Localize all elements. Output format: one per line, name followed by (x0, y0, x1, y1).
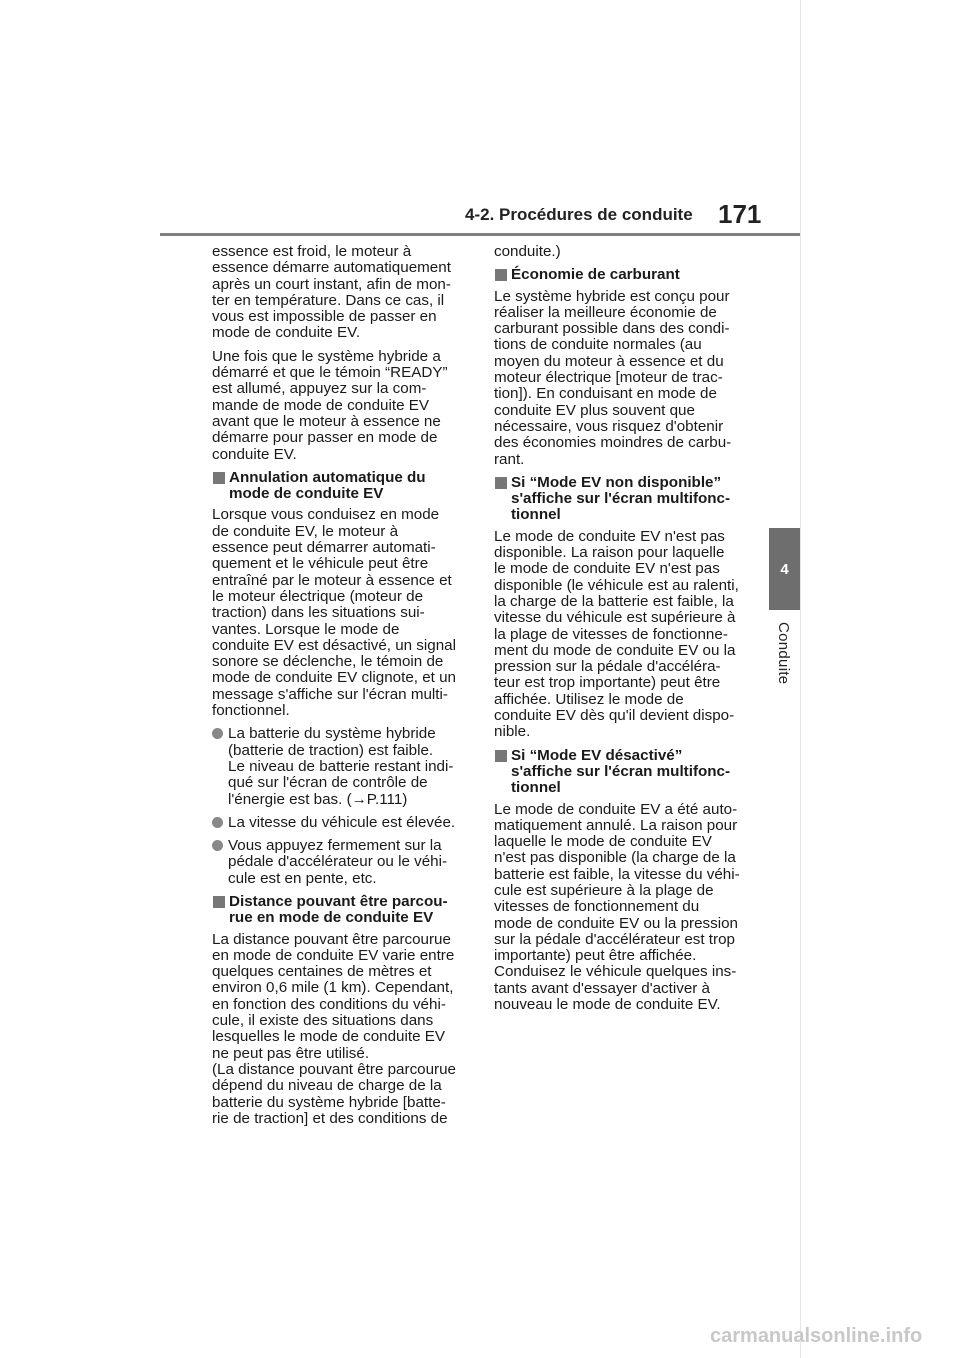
section-heading (212, 894, 470, 927)
header-divider (160, 233, 800, 236)
section-heading-text: Si “Mode EV désactivé” s'affiche sur l'écran multifonc- tionnel (511, 746, 731, 797)
list-item (212, 838, 470, 887)
chapter-label: Conduite (775, 622, 792, 685)
paragraph: conduite.) (494, 243, 561, 260)
round-bullet-icon (212, 817, 223, 828)
round-bullet-icon (212, 840, 223, 851)
list-item-text: La batterie du système hybride (batterie de traction) est faible. Le niveau de batterie restant indi- qué sur l'écran de contrôle de l'énergie est bas. (→P.111) (228, 725, 454, 808)
list-item (212, 726, 470, 807)
watermark-text: carmanualsonline.info (710, 1325, 923, 1347)
paragraph: Le mode de conduite EV a été auto- matiquement annulé. La raison pour laquelle le mode de conduite EV n'est pas disponible (la charge de la batterie est faible, la vitesse du véhi- cule est supérieure à la plage de vitesses de fonctionnement du mode de conduite EV ou la pression sur la pédale d'accélérateur est trop importante) peut être affichée. Conduisez le véhicule quelques ins- tants avant d'essayer d'activer à nouveau le mode de conduite EV. (494, 800, 740, 1014)
list-item (212, 815, 470, 831)
paragraph: Une fois que le système hybride a démarré et que le témoin “READY” est allumé, appuyez sur la com- mande de mode de conduite EV avant que le moteur à essence ne démarre pour passer en mode de conduite EV. (212, 347, 448, 463)
right-column (494, 244, 754, 1020)
square-bullet-icon (495, 750, 507, 762)
section-heading (494, 267, 754, 283)
section-heading (212, 470, 470, 503)
page-number: 171 (718, 199, 762, 229)
chapter-tab[interactable] (769, 528, 800, 610)
paragraph: essence est froid, le moteur à essence démarre automatiquement après un court instant, afin de mon- ter en température. Dans ce cas, il vous est impossible de passer en mode de conduite EV. (212, 243, 451, 342)
section-heading-text: Si “Mode EV non disponible” s'affiche sur l'écran multifonc- tionnel (511, 473, 731, 524)
round-bullet-icon (212, 728, 223, 739)
section-header: 4-2. Procédures de conduite (465, 205, 693, 224)
square-bullet-icon (213, 472, 225, 484)
page-edge-rule (800, 0, 801, 1358)
section-heading-text: Annulation automatique du mode de conduite EV (229, 468, 426, 503)
paragraph: Lorsque vous conduisez en mode de conduite EV, le moteur à essence peut démarrer automati- quement et le véhicule peut être entraîné par le moteur à essence et le moteur électrique (moteur de traction) dans les situations sui- vantes. Lorsque le mode de conduite EV est désactivé, un signal sonore se déclenche, le témoin de mode de conduite EV clignote, et un message s'affiche sur l'écran multi- fonctionnel. (212, 506, 457, 720)
paragraph: Le mode de conduite EV n'est pas disponible. La raison pour laquelle le mode de conduite EV n'est pas disponible (le véhicule est au ralenti, la charge de la batterie est faible, la vitesse du véhicule est supérieure à la plage de vitesses de fonctionne- ment du mode de conduite EV ou la pression sur la pédale d'accéléra- teur est trop importante) peut être affichée. Utilisez le mode de conduite EV dès qu'il devient dispo- nible. (494, 527, 739, 741)
left-column (212, 244, 470, 1134)
section-heading-text: Économie de carburant (511, 266, 680, 284)
paragraph: La distance pouvant être parcourue en mode de conduite EV varie entre quelques centaines de mètres et environ 0,6 mile (1 km). Cependant, en fonction des conditions du véhi- cule, il existe des situations dans lesquelles le mode de conduite EV ne peut pas être utilisé. (La distance pouvant être parcourue dépend du niveau de charge de la batterie du système hybride [batte- rie de traction] et des conditions de (212, 930, 457, 1127)
section-heading-text: Distance pouvant être parcou- rue en mode de conduite EV (229, 892, 448, 927)
square-bullet-icon (495, 269, 507, 281)
square-bullet-icon (495, 477, 507, 489)
section-heading (494, 748, 754, 797)
square-bullet-icon (213, 896, 225, 908)
chapter-number: 4 (780, 560, 789, 578)
list-item-text: La vitesse du véhicule est élevée. (228, 813, 456, 831)
list-item-text: Vous appuyez fermement sur la pédale d'accélérateur ou le véhi- cule est en pente, etc. (228, 837, 448, 887)
section-heading (494, 475, 754, 524)
paragraph: Le système hybride est conçu pour réaliser la meilleure économie de carburant possible dans des condi- tions de conduite normales (au moyen du moteur à essence et du moteur électrique [moteur de trac- tion]). En conduisant en mode de conduite EV plus souvent que nécessaire, vous risquez d'obtenir des économies moindres de carbu- rant. (494, 287, 732, 468)
